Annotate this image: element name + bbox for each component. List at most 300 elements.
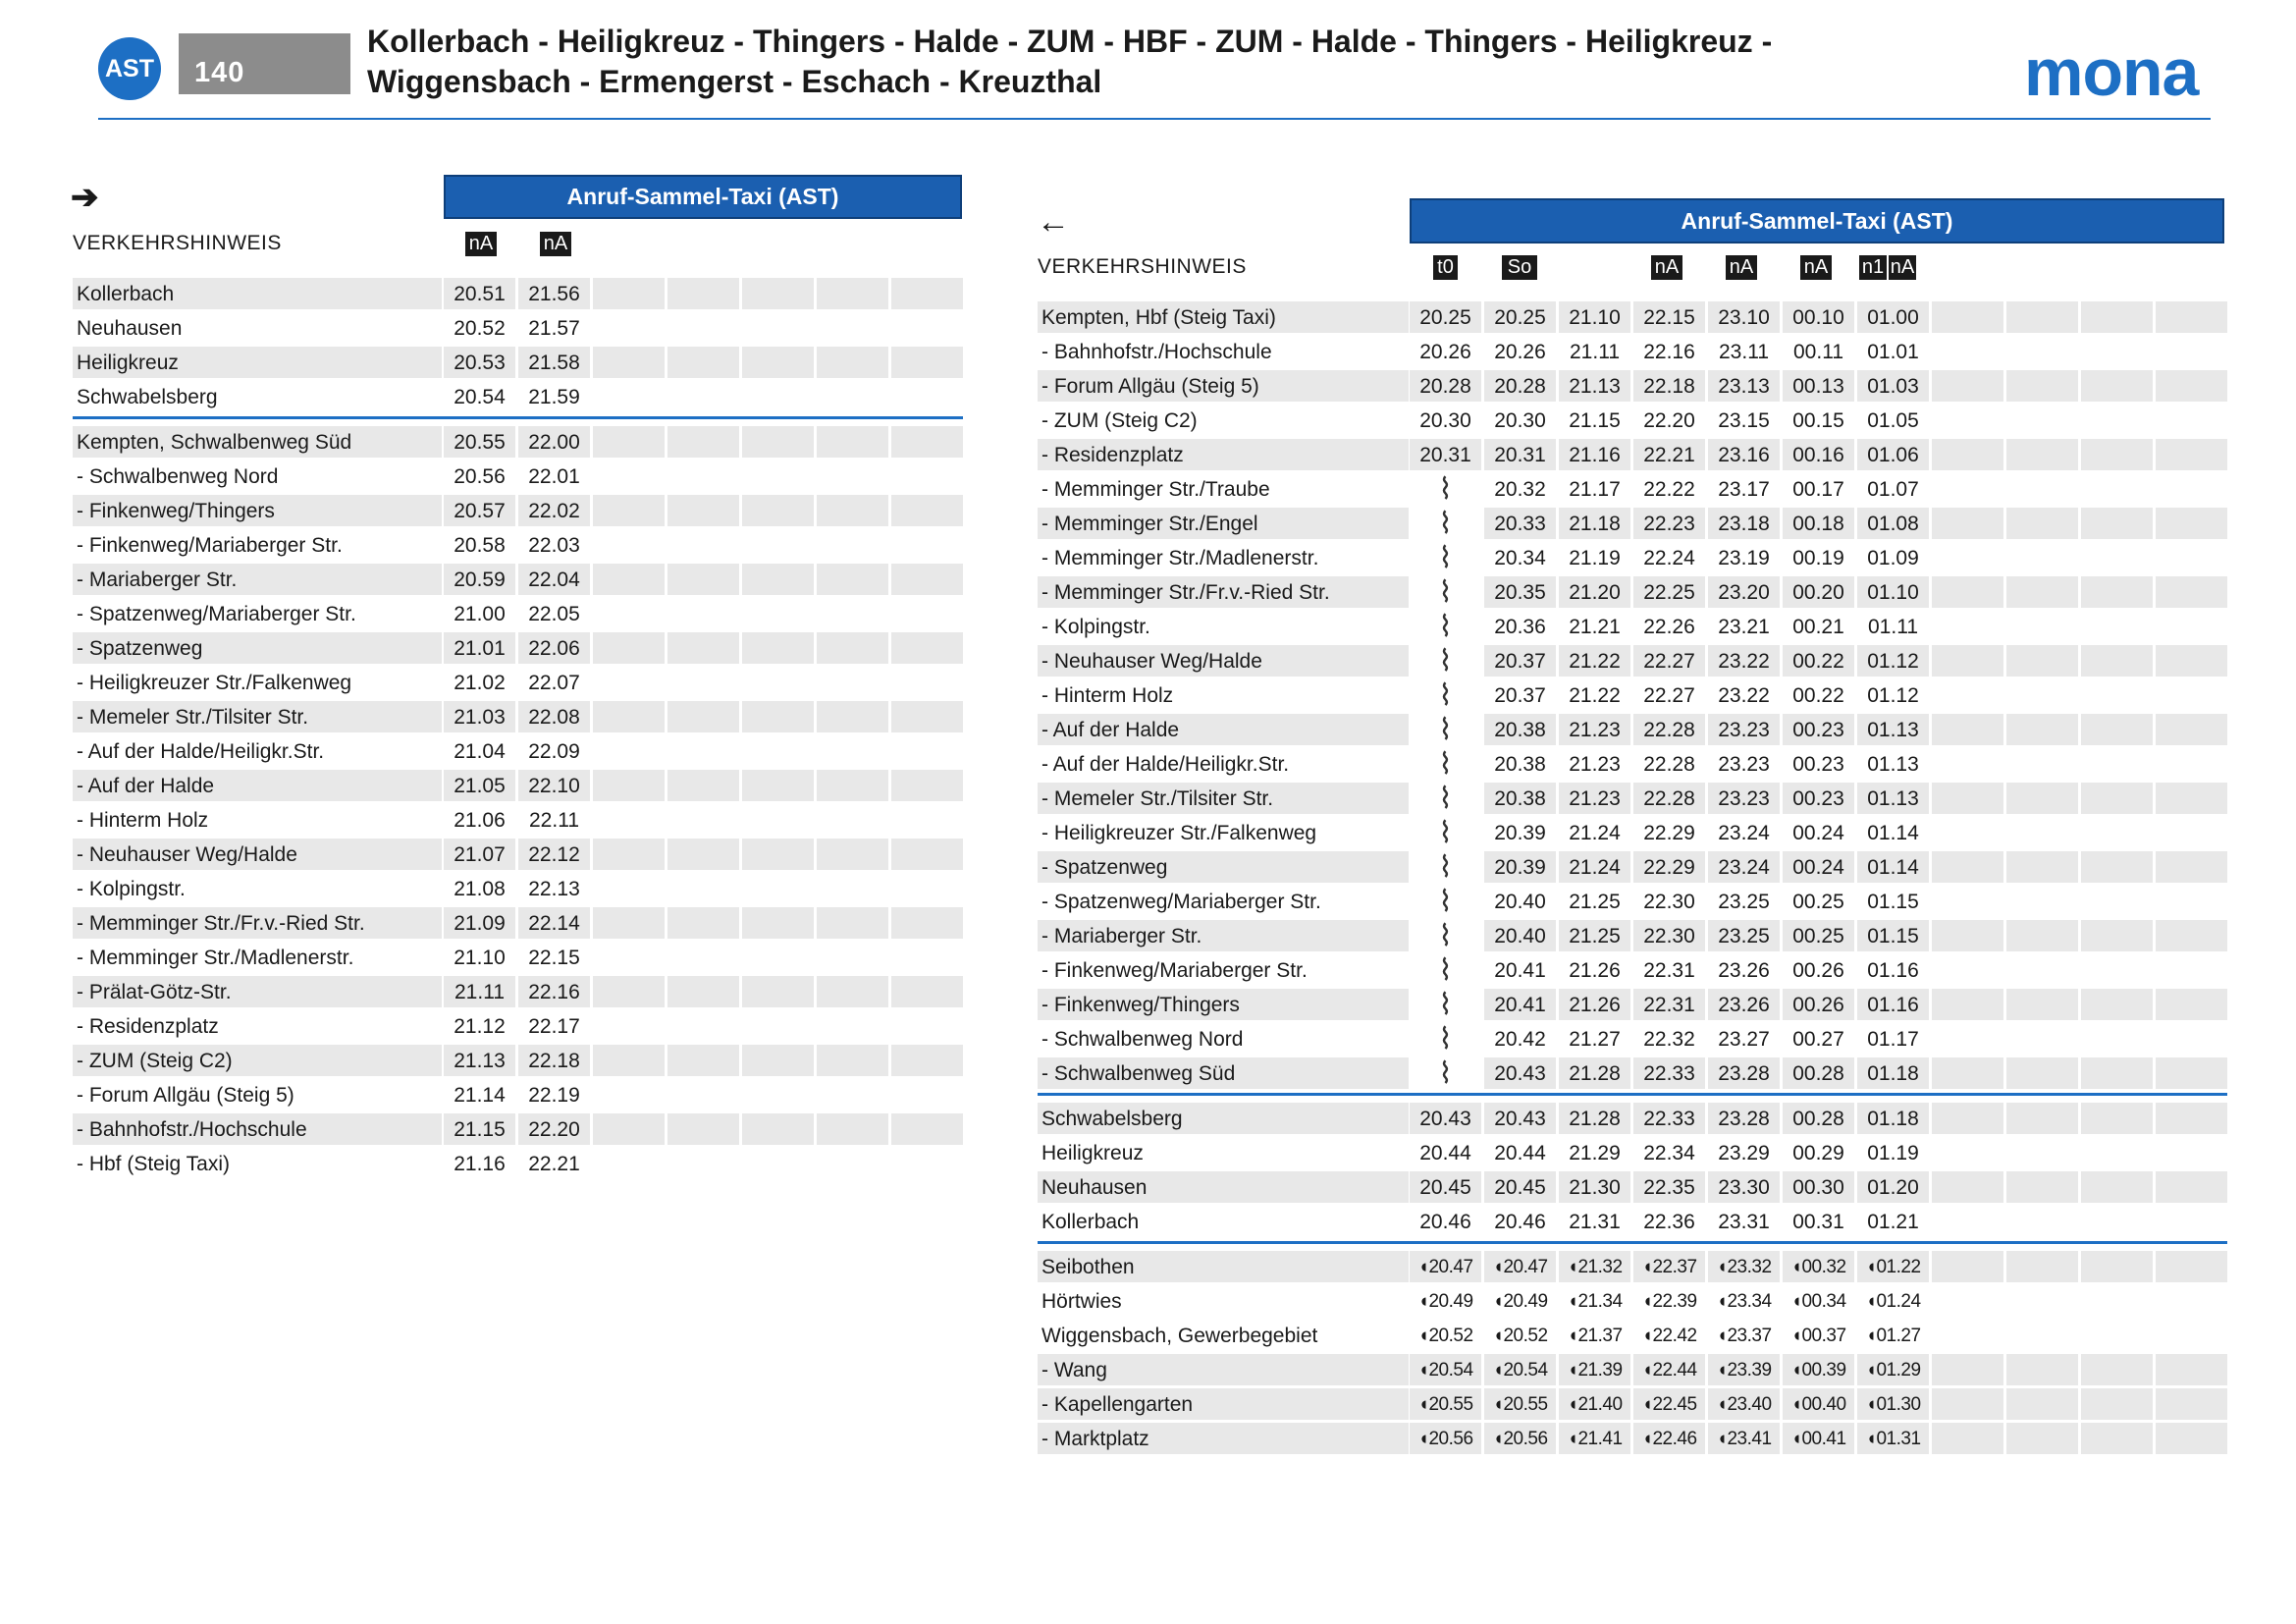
departure-time: 20.59 <box>444 564 515 595</box>
departure-time: ◖00.40 <box>1783 1388 1854 1420</box>
empty-cell <box>1932 1103 2003 1134</box>
empty-cell <box>2081 508 2153 539</box>
empty-cell <box>1932 1251 2003 1282</box>
stop-name: - Residenzplatz <box>77 1015 219 1038</box>
empty-cell <box>2006 714 2078 745</box>
no-stop-wave-icon: ⌇ <box>1438 920 1453 952</box>
empty-cell <box>2081 920 2153 951</box>
departure-time: 22.10 <box>518 770 590 801</box>
table-row <box>0 920 2296 951</box>
departure-time: 23.13 <box>1708 370 1780 402</box>
departure-time: 00.25 <box>1783 920 1854 951</box>
departure-time: 23.27 <box>1718 1028 1770 1051</box>
departure-time: 21.20 <box>1559 576 1630 608</box>
departure-time: 20.30 <box>1494 409 1546 432</box>
stop-name: - Heiligkreuzer Str./Falkenweg <box>1041 822 1317 844</box>
departure-time: 21.23 <box>1559 783 1630 814</box>
empty-cell <box>1932 576 2003 608</box>
departure-time: 00.21 <box>1792 616 1844 638</box>
ast-badge: AST <box>98 37 161 100</box>
stop-name: - Auf der Halde/Heiligkr.Str. <box>77 740 325 763</box>
departure-time: ◖01.29 <box>1857 1354 1929 1385</box>
stop-name: Kollerbach <box>1041 1211 1140 1233</box>
departure-time: 23.24 <box>1708 851 1780 883</box>
departure-time: 22.05 <box>528 603 580 625</box>
departure-time: 23.23 <box>1708 783 1780 814</box>
empty-cell <box>1932 542 2003 573</box>
departure-time: 21.26 <box>1559 989 1630 1020</box>
departure-time: 21.12 <box>454 1015 506 1038</box>
departure-time: 00.19 <box>1792 547 1844 569</box>
stop-name: - Finkenweg/Mariaberger Str. <box>77 534 343 557</box>
empty-cell <box>2006 817 2078 848</box>
empty-cell <box>2156 1023 2227 1055</box>
stop-name: - Wang <box>1038 1354 1409 1385</box>
empty-cell <box>2006 301 2078 333</box>
empty-cell <box>2156 611 2227 642</box>
arrow-left-icon: ← <box>1037 203 1070 241</box>
departure-time: 20.31 <box>1410 439 1481 470</box>
departure-time: 23.22 <box>1708 645 1780 677</box>
route-title-line-1: Kollerbach - Heiligkreuz - Thingers - Halde - ZUM - HBF - ZUM - Halde - Thingers - Heiligkreuz - <box>367 24 1773 59</box>
departure-time: ◖00.34 <box>1790 1291 1846 1312</box>
departure-time: ◖01.27 <box>1865 1326 1921 1346</box>
departure-time: 21.27 <box>1569 1028 1621 1051</box>
departure-time: 21.21 <box>1569 616 1621 638</box>
stop-name: - Finkenweg/Mariaberger Str. <box>1041 959 1308 982</box>
service-note-badge: t0 <box>1433 255 1458 280</box>
empty-cell <box>1932 336 2003 367</box>
empty-cell <box>2081 405 2153 436</box>
departure-time: 23.16 <box>1708 439 1780 470</box>
no-stop-wave-icon: ⌇ <box>1438 817 1453 849</box>
empty-cell <box>2006 370 2078 402</box>
departure-time: 21.18 <box>1559 508 1630 539</box>
departure-time: 21.22 <box>1559 645 1630 677</box>
empty-cell <box>2156 954 2227 986</box>
departure-time: 00.20 <box>1783 576 1854 608</box>
table-row <box>0 1388 2296 1420</box>
stop-name: - Kolpingstr. <box>77 878 186 900</box>
departure-time: 23.10 <box>1708 301 1780 333</box>
stop-name: Neuhausen <box>1038 1171 1409 1203</box>
departure-time: 20.28 <box>1410 370 1481 402</box>
departure-time: 22.21 <box>528 1153 580 1175</box>
departure-time: 22.09 <box>528 740 580 763</box>
stop-name: - Spatzenweg <box>1038 851 1409 883</box>
departure-time: 22.08 <box>518 701 590 732</box>
empty-cell <box>2156 783 2227 814</box>
empty-cell <box>2081 301 2153 333</box>
empty-cell <box>2156 748 2227 780</box>
empty-cell <box>2006 1354 2078 1385</box>
empty-cell <box>2081 1354 2153 1385</box>
table-row <box>0 370 2296 402</box>
empty-cell <box>1932 1285 2003 1317</box>
stop-name: - Memminger Str./Fr.v.-Ried Str. <box>1038 576 1409 608</box>
stop-name: - Memeler Str./Tilsiter Str. <box>1038 783 1409 814</box>
departure-time: 01.05 <box>1867 409 1919 432</box>
table-row <box>0 473 2296 505</box>
empty-cell <box>2006 336 2078 367</box>
departure-time: 22.13 <box>528 878 580 900</box>
stop-name: - Forum Allgäu (Steig 5) <box>1038 370 1409 402</box>
departure-time: 00.24 <box>1783 851 1854 883</box>
departure-time: 21.31 <box>1569 1211 1621 1233</box>
empty-cell <box>2006 851 2078 883</box>
empty-cell <box>2081 1320 2153 1351</box>
departure-time: 21.19 <box>1569 547 1621 569</box>
departure-time: ◖21.39 <box>1559 1354 1630 1385</box>
route-number: 140 <box>179 33 350 94</box>
departure-time: ◖22.39 <box>1641 1291 1697 1312</box>
departure-time: 21.15 <box>1569 409 1621 432</box>
inbound-service-header: Anruf-Sammel-Taxi (AST) <box>1410 198 2224 244</box>
departure-time: ◖20.54 <box>1484 1354 1556 1385</box>
departure-time: 21.30 <box>1559 1171 1630 1203</box>
departure-time: 22.06 <box>518 632 590 664</box>
inbound-notes-label: VERKEHRSHINWEIS <box>1038 255 1247 278</box>
departure-time: 20.58 <box>454 534 506 557</box>
departure-time: 22.28 <box>1633 714 1705 745</box>
departure-time: ◖22.37 <box>1633 1251 1705 1282</box>
departure-time: 20.45 <box>1484 1171 1556 1203</box>
no-stop-wave-icon: ⌇ <box>1438 851 1453 884</box>
stop-name: - Mariaberger Str. <box>73 564 442 595</box>
stop-name: - Kapellengarten <box>1038 1388 1409 1420</box>
stop-name: - Finkenweg/Thingers <box>1038 989 1409 1020</box>
service-note-badge: nA <box>1726 255 1757 280</box>
departure-time: 01.21 <box>1867 1211 1919 1233</box>
table-row <box>0 1103 2296 1134</box>
departure-time: 01.18 <box>1857 1057 1929 1089</box>
section-divider <box>1038 1241 2227 1244</box>
empty-cell <box>2081 1171 2153 1203</box>
departure-time: 22.31 <box>1643 959 1695 982</box>
departure-time: 20.38 <box>1484 714 1556 745</box>
outbound-notes-label: VERKEHRSHINWEIS <box>73 232 282 254</box>
departure-time: 21.56 <box>518 278 590 309</box>
departure-time: 21.17 <box>1569 478 1621 501</box>
departure-time: 20.43 <box>1484 1103 1556 1134</box>
departure-time: 22.28 <box>1633 783 1705 814</box>
empty-cell <box>2081 1023 2153 1055</box>
departure-time: 21.11 <box>444 976 515 1007</box>
departure-time: ◖23.37 <box>1716 1326 1772 1346</box>
departure-time: 22.18 <box>1633 370 1705 402</box>
empty-cell <box>2156 1285 2227 1317</box>
departure-time: 21.57 <box>528 317 580 340</box>
stop-name: - Auf der Halde <box>73 770 442 801</box>
departure-time: ◖01.22 <box>1857 1251 1929 1282</box>
departure-time: 00.29 <box>1792 1142 1844 1164</box>
departure-time: ◖23.32 <box>1708 1251 1780 1282</box>
departure-time: 22.33 <box>1633 1103 1705 1134</box>
departure-time: 20.39 <box>1484 851 1556 883</box>
departure-time: ◖20.52 <box>1417 1326 1473 1346</box>
departure-time: 22.24 <box>1643 547 1695 569</box>
departure-time: 22.27 <box>1643 684 1695 707</box>
departure-time: 20.53 <box>444 347 515 378</box>
departure-time: 20.25 <box>1484 301 1556 333</box>
table-row <box>0 783 2296 814</box>
empty-cell <box>2006 1206 2078 1237</box>
stop-name: - Forum Allgäu (Steig 5) <box>77 1084 294 1107</box>
departure-time: 20.38 <box>1484 783 1556 814</box>
empty-cell <box>2081 473 2153 505</box>
empty-cell <box>2081 1057 2153 1089</box>
empty-cell <box>2006 679 2078 711</box>
empty-cell <box>2006 542 2078 573</box>
departure-time: 22.34 <box>1643 1142 1695 1164</box>
departure-time: 23.25 <box>1708 920 1780 951</box>
empty-cell <box>1932 611 2003 642</box>
empty-cell <box>2081 817 2153 848</box>
departure-time: ◖22.44 <box>1633 1354 1705 1385</box>
departure-time: 20.40 <box>1484 920 1556 951</box>
stop-name: - Marktplatz <box>1038 1423 1409 1454</box>
empty-cell <box>2081 851 2153 883</box>
departure-time: 20.37 <box>1494 684 1546 707</box>
departure-time: 01.19 <box>1867 1142 1919 1164</box>
departure-time: 01.09 <box>1867 547 1919 569</box>
departure-time: 22.21 <box>1633 439 1705 470</box>
departure-time: ◖21.34 <box>1567 1291 1623 1312</box>
stop-name: Neuhausen <box>77 317 183 340</box>
departure-time: 00.23 <box>1792 753 1844 776</box>
departure-time: 01.07 <box>1867 478 1919 501</box>
stop-name: - Bahnhofstr./Hochschule <box>73 1113 442 1145</box>
departure-time: ◖00.39 <box>1783 1354 1854 1385</box>
no-stop-wave-icon: ⌇ <box>1438 679 1453 712</box>
outbound-service-header: Anruf-Sammel-Taxi (AST) <box>444 175 962 219</box>
departure-time: 22.02 <box>518 495 590 526</box>
departure-time: 23.26 <box>1718 959 1770 982</box>
departure-time: 22.29 <box>1633 851 1705 883</box>
departure-time: 21.16 <box>454 1153 506 1175</box>
table-row <box>0 1285 2296 1317</box>
departure-time: 21.09 <box>444 907 515 939</box>
departure-time: 21.16 <box>1559 439 1630 470</box>
departure-time: 22.25 <box>1633 576 1705 608</box>
stop-name: - Memminger Str./Madlenerstr. <box>1041 547 1319 569</box>
empty-cell <box>2006 611 2078 642</box>
table-row <box>0 1137 2296 1168</box>
departure-time: ◖21.32 <box>1559 1251 1630 1282</box>
departure-time: 20.31 <box>1484 439 1556 470</box>
departure-time: 22.01 <box>528 465 580 488</box>
departure-time: 21.24 <box>1559 851 1630 883</box>
stop-name: - Schwalbenweg Nord <box>77 465 279 488</box>
table-row <box>0 954 2296 986</box>
departure-time: ◖20.49 <box>1417 1291 1473 1312</box>
table-row <box>0 989 2296 1020</box>
stop-name: Schwabelsberg <box>77 386 218 408</box>
table-row <box>0 576 2296 608</box>
departure-time: 22.36 <box>1643 1211 1695 1233</box>
departure-time: 23.28 <box>1708 1103 1780 1134</box>
departure-time: ◖01.30 <box>1857 1388 1929 1420</box>
empty-cell <box>2156 439 2227 470</box>
departure-time: 22.15 <box>528 947 580 969</box>
stop-name: Heiligkreuz <box>1041 1142 1144 1164</box>
departure-time: 22.35 <box>1633 1171 1705 1203</box>
empty-cell <box>2156 1171 2227 1203</box>
departure-time: 00.28 <box>1783 1103 1854 1134</box>
empty-cell <box>2156 1423 2227 1454</box>
no-stop-wave-icon: ⌇ <box>1438 576 1453 609</box>
empty-cell <box>2081 1103 2153 1134</box>
stop-name: - Hinterm Holz <box>77 809 209 832</box>
service-note-badge: nA <box>1651 255 1682 280</box>
departure-time: 00.17 <box>1792 478 1844 501</box>
empty-cell <box>2156 473 2227 505</box>
empty-cell <box>2081 1206 2153 1237</box>
departure-time: 20.38 <box>1494 753 1546 776</box>
empty-cell <box>2156 851 2227 883</box>
stop-name: - ZUM (Steig C2) <box>1041 409 1198 432</box>
departure-time: 20.30 <box>1419 409 1471 432</box>
empty-cell <box>1932 989 2003 1020</box>
departure-time: ◖01.24 <box>1865 1291 1921 1312</box>
departure-time: 23.11 <box>1719 341 1769 363</box>
empty-cell <box>2156 1320 2227 1351</box>
table-row <box>0 748 2296 780</box>
empty-cell <box>2006 1137 2078 1168</box>
departure-time: 00.13 <box>1783 370 1854 402</box>
empty-cell <box>1932 851 2003 883</box>
departure-time: 01.13 <box>1867 753 1919 776</box>
service-note-badge: nA <box>1800 255 1832 280</box>
departure-time: 20.34 <box>1494 547 1546 569</box>
no-stop-wave-icon: ⌇ <box>1438 886 1453 918</box>
empty-cell <box>1932 1023 2003 1055</box>
empty-cell <box>2006 1423 2078 1454</box>
departure-time: 00.16 <box>1783 439 1854 470</box>
stop-name: - Residenzplatz <box>1038 439 1409 470</box>
no-stop-wave-icon: ⌇ <box>1438 783 1453 815</box>
table-row <box>0 611 2296 642</box>
table-row <box>0 336 2296 367</box>
departure-time: 21.22 <box>1569 684 1621 707</box>
empty-cell <box>1932 645 2003 677</box>
empty-cell <box>2081 886 2153 917</box>
departure-time: 22.23 <box>1633 508 1705 539</box>
empty-cell <box>2006 1023 2078 1055</box>
empty-cell <box>2156 370 2227 402</box>
empty-cell <box>2081 542 2153 573</box>
empty-cell <box>2081 714 2153 745</box>
departure-time: 22.12 <box>518 839 590 870</box>
empty-cell <box>2006 954 2078 986</box>
empty-cell <box>2006 645 2078 677</box>
departure-time: 20.52 <box>454 317 506 340</box>
departure-time: 00.23 <box>1783 714 1854 745</box>
empty-cell <box>2081 645 2153 677</box>
table-row <box>0 1423 2296 1454</box>
departure-time: 20.43 <box>1484 1057 1556 1089</box>
departure-time: 20.46 <box>1419 1211 1471 1233</box>
departure-time: 23.17 <box>1718 478 1770 501</box>
no-stop-wave-icon: ⌇ <box>1438 1023 1453 1056</box>
empty-cell <box>2006 439 2078 470</box>
empty-cell <box>1932 1354 2003 1385</box>
departure-time: 22.00 <box>518 426 590 458</box>
departure-time: 21.00 <box>454 603 506 625</box>
empty-cell <box>2081 989 2153 1020</box>
empty-cell <box>1932 1206 2003 1237</box>
departure-time: 01.00 <box>1857 301 1929 333</box>
empty-cell <box>2156 714 2227 745</box>
empty-cell <box>2006 1320 2078 1351</box>
stop-name: - Memminger Str./Traube <box>1041 478 1270 501</box>
departure-time: ◖20.55 <box>1484 1388 1556 1420</box>
service-note-badge: nA <box>540 232 571 256</box>
stop-name: Seibothen <box>1038 1251 1409 1282</box>
departure-time: 20.55 <box>444 426 515 458</box>
departure-time: ◖00.32 <box>1783 1251 1854 1282</box>
empty-cell <box>2081 748 2153 780</box>
departure-time: 00.27 <box>1792 1028 1844 1051</box>
departure-time: 22.30 <box>1643 891 1695 913</box>
empty-cell <box>2081 336 2153 367</box>
stop-name: - Auf der Halde/Heiligkr.Str. <box>1041 753 1290 776</box>
departure-time: ◖23.41 <box>1708 1423 1780 1454</box>
departure-time: 20.41 <box>1494 959 1546 982</box>
empty-cell <box>2156 542 2227 573</box>
no-stop-wave-icon: ⌇ <box>1438 989 1453 1021</box>
departure-time: 00.26 <box>1783 989 1854 1020</box>
empty-cell <box>2006 508 2078 539</box>
departure-time: 21.15 <box>444 1113 515 1145</box>
stop-name: - Neuhauser Weg/Halde <box>1038 645 1409 677</box>
departure-time: ◖20.56 <box>1484 1423 1556 1454</box>
empty-cell <box>2081 1388 2153 1420</box>
service-note-badge: So <box>1502 255 1537 280</box>
departure-time: 23.25 <box>1718 891 1770 913</box>
empty-cell <box>1932 301 2003 333</box>
departure-time: 22.14 <box>518 907 590 939</box>
departure-time: 20.25 <box>1410 301 1481 333</box>
departure-time: 01.11 <box>1868 616 1918 638</box>
empty-cell <box>1932 748 2003 780</box>
empty-cell <box>2156 679 2227 711</box>
departure-time: 00.10 <box>1783 301 1854 333</box>
departure-time: 21.25 <box>1569 891 1621 913</box>
departure-time: 20.57 <box>444 495 515 526</box>
departure-time: 22.22 <box>1643 478 1695 501</box>
departure-time: ◖20.52 <box>1492 1326 1548 1346</box>
table-row <box>0 645 2296 677</box>
departure-time: 00.28 <box>1783 1057 1854 1089</box>
empty-cell <box>2156 886 2227 917</box>
departure-time: 21.13 <box>444 1045 515 1076</box>
departure-time: 20.40 <box>1494 891 1546 913</box>
stop-name: - Memminger Str./Engel <box>1038 508 1409 539</box>
table-row <box>0 439 2296 470</box>
table-row <box>0 1057 2296 1089</box>
stop-name: - Neuhauser Weg/Halde <box>73 839 442 870</box>
departure-time: 00.22 <box>1783 645 1854 677</box>
no-stop-wave-icon: ⌇ <box>1438 954 1453 987</box>
empty-cell <box>2081 370 2153 402</box>
departure-time: ◖21.37 <box>1567 1326 1623 1346</box>
stop-name: - Prälat-Götz-Str. <box>73 976 442 1007</box>
departure-time: 00.15 <box>1792 409 1844 432</box>
departure-time: ◖20.54 <box>1410 1354 1481 1385</box>
departure-time: 21.24 <box>1569 822 1621 844</box>
empty-cell <box>2006 1171 2078 1203</box>
